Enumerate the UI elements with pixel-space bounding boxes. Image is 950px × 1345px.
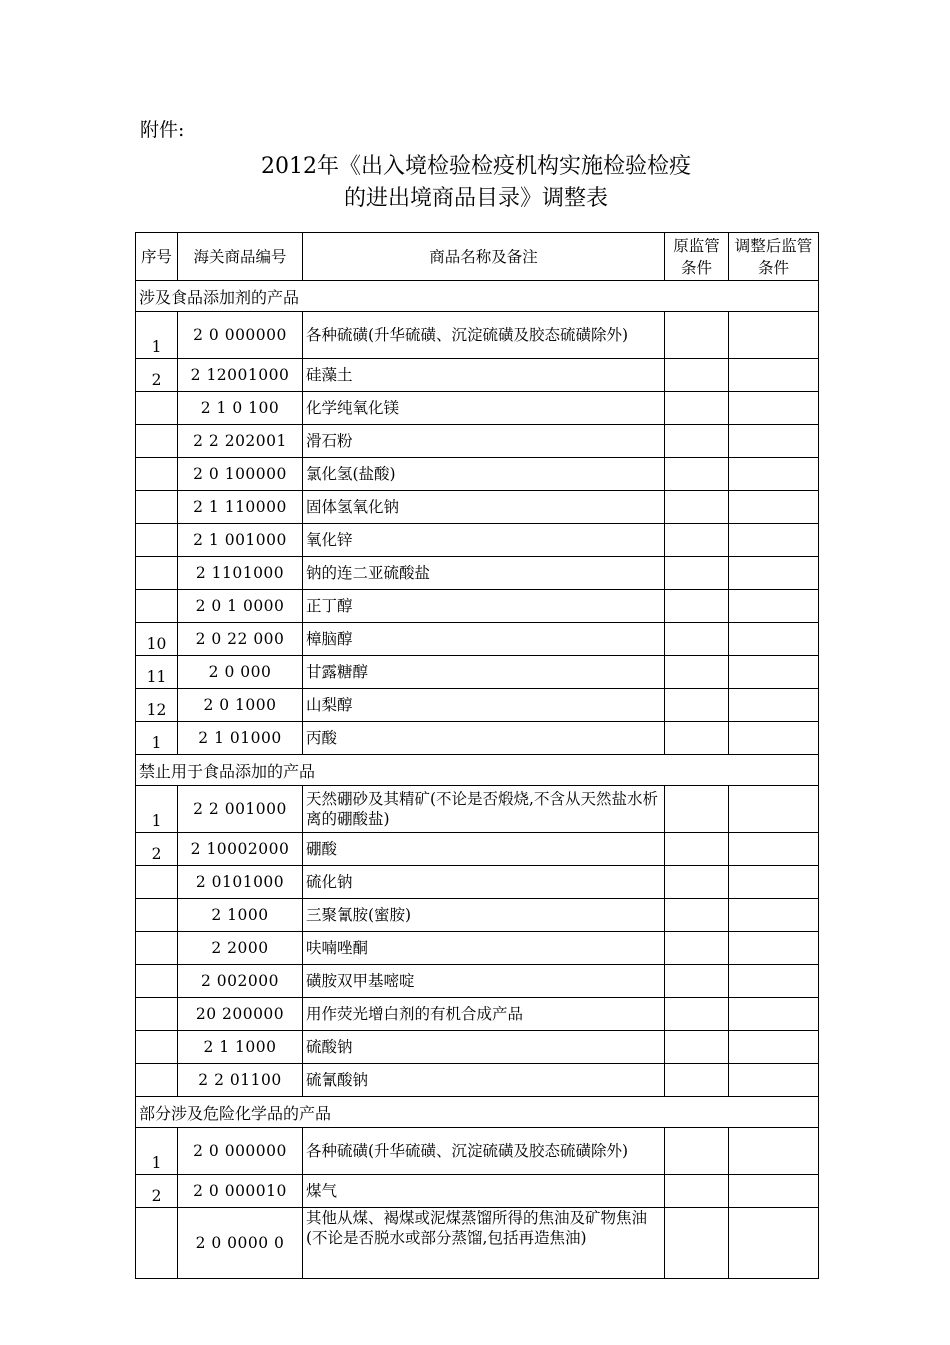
table-header-row	[136, 233, 819, 281]
original-condition-cell	[665, 590, 729, 623]
seq-cell	[136, 557, 178, 590]
table-row	[136, 932, 819, 965]
seq-cell	[136, 590, 178, 623]
name-cell: 氧化锌	[303, 524, 665, 557]
table-row	[136, 524, 819, 557]
code-cell: 2 2 001000	[178, 786, 303, 833]
name-cell: 呋喃唑酮	[303, 932, 665, 965]
table-row	[136, 312, 819, 359]
original-condition-cell	[665, 965, 729, 998]
seq-cell: 1	[136, 786, 178, 833]
code-cell: 2 1 0 100	[178, 392, 303, 425]
original-condition-cell	[665, 656, 729, 689]
original-condition-cell	[665, 425, 729, 458]
seq-cell	[136, 1031, 178, 1064]
original-condition-cell	[665, 392, 729, 425]
name-cell: 山梨醇	[303, 689, 665, 722]
seq-cell	[136, 524, 178, 557]
adjusted-condition-cell	[729, 833, 819, 866]
name-cell: 硼酸	[303, 833, 665, 866]
column-header-name: 商品名称及备注	[303, 233, 665, 281]
seq-cell	[136, 965, 178, 998]
code-cell: 2 0 1000	[178, 689, 303, 722]
table-row	[136, 1031, 819, 1064]
name-cell: 钠的连二亚硫酸盐	[303, 557, 665, 590]
adjusted-condition-cell	[729, 1031, 819, 1064]
code-cell: 2 0 1 0000	[178, 590, 303, 623]
original-condition-cell	[665, 722, 729, 755]
table-row	[136, 1064, 819, 1097]
code-cell: 2 0101000	[178, 866, 303, 899]
column-header-adjusted: 调整后监管条件	[729, 233, 819, 281]
code-cell: 2 0 22 000	[178, 623, 303, 656]
name-cell: 天然硼砂及其精矿(不论是否煅烧,不含从天然盐水析离的硼酸盐)	[303, 786, 665, 833]
adjusted-condition-cell	[729, 866, 819, 899]
name-cell: 硫氰酸钠	[303, 1064, 665, 1097]
section-row	[136, 1097, 819, 1128]
seq-cell	[136, 1208, 178, 1279]
code-cell: 2 0 0000 0	[178, 1208, 303, 1279]
seq-cell	[136, 932, 178, 965]
adjusted-condition-cell	[729, 590, 819, 623]
table-row	[136, 899, 819, 932]
seq-cell	[136, 866, 178, 899]
seq-cell: 1	[136, 722, 178, 755]
original-condition-cell	[665, 899, 729, 932]
table-row	[136, 491, 819, 524]
adjusted-condition-cell	[729, 312, 819, 359]
original-condition-cell	[665, 458, 729, 491]
adjusted-condition-cell	[729, 1208, 819, 1279]
adjusted-condition-cell	[729, 623, 819, 656]
adjusted-condition-cell	[729, 524, 819, 557]
code-cell: 20 200000	[178, 998, 303, 1031]
seq-cell: 1	[136, 1128, 178, 1175]
table-row	[136, 689, 819, 722]
seq-cell	[136, 458, 178, 491]
table-row	[136, 425, 819, 458]
table-row	[136, 722, 819, 755]
original-condition-cell	[665, 786, 729, 833]
code-cell: 2 10002000	[178, 833, 303, 866]
code-cell: 2 1 1000	[178, 1031, 303, 1064]
seq-cell: 12	[136, 689, 178, 722]
code-cell: 2 2 202001	[178, 425, 303, 458]
code-cell: 2 0 000000	[178, 312, 303, 359]
original-condition-cell	[665, 524, 729, 557]
table-row	[136, 557, 819, 590]
original-condition-cell	[665, 866, 729, 899]
table-row	[136, 1128, 819, 1175]
code-cell: 2 1101000	[178, 557, 303, 590]
table-row	[136, 590, 819, 623]
table-row	[136, 786, 819, 833]
original-condition-cell	[665, 312, 729, 359]
code-cell: 2 1 110000	[178, 491, 303, 524]
code-cell: 2 0 000	[178, 656, 303, 689]
seq-cell	[136, 425, 178, 458]
name-cell: 化学纯氧化镁	[303, 392, 665, 425]
section-title: 禁止用于食品添加的产品	[136, 755, 819, 786]
original-condition-cell	[665, 1128, 729, 1175]
adjusted-condition-cell	[729, 458, 819, 491]
name-cell: 氯化氢(盐酸)	[303, 458, 665, 491]
name-cell: 磺胺双甲基嘧啶	[303, 965, 665, 998]
document-title-line-1: 2012年《出入境检验检疫机构实施检验检疫	[261, 154, 691, 179]
adjusted-condition-cell	[729, 425, 819, 458]
original-condition-cell	[665, 998, 729, 1031]
table-row	[136, 1175, 819, 1208]
table-row	[136, 623, 819, 656]
name-cell: 各种硫磺(升华硫磺、沉淀硫磺及胶态硫磺除外)	[303, 312, 665, 359]
section-row	[136, 755, 819, 786]
original-condition-cell	[665, 1175, 729, 1208]
name-cell: 各种硫磺(升华硫磺、沉淀硫磺及胶态硫磺除外)	[303, 1128, 665, 1175]
adjusted-condition-cell	[729, 932, 819, 965]
seq-cell: 10	[136, 623, 178, 656]
name-cell: 用作荧光增白剂的有机合成产品	[303, 998, 665, 1031]
code-cell: 2 1 01000	[178, 722, 303, 755]
name-cell: 甘露糖醇	[303, 656, 665, 689]
name-cell: 三聚氰胺(蜜胺)	[303, 899, 665, 932]
code-cell: 2 1000	[178, 899, 303, 932]
adjusted-condition-cell	[729, 1064, 819, 1097]
original-condition-cell	[665, 689, 729, 722]
table-row	[136, 656, 819, 689]
name-cell: 正丁醇	[303, 590, 665, 623]
table-row	[136, 458, 819, 491]
original-condition-cell	[665, 491, 729, 524]
table-row	[136, 866, 819, 899]
adjustment-table	[135, 232, 819, 1279]
seq-cell: 2	[136, 1175, 178, 1208]
adjusted-condition-cell	[729, 1128, 819, 1175]
name-cell: 硫化钠	[303, 866, 665, 899]
section-title: 涉及食品添加剂的产品	[136, 281, 819, 312]
column-header-original: 原监管条件	[665, 233, 729, 281]
document-title-line-2: 的进出境商品目录》调整表	[343, 186, 608, 211]
name-cell: 硅藻土	[303, 359, 665, 392]
code-cell: 2 0 100000	[178, 458, 303, 491]
table-row	[136, 392, 819, 425]
name-cell: 固体氢氧化钠	[303, 491, 665, 524]
seq-cell	[136, 1064, 178, 1097]
seq-cell	[136, 392, 178, 425]
name-cell: 滑石粉	[303, 425, 665, 458]
name-cell: 其他从煤、褐煤或泥煤蒸馏所得的焦油及矿物焦油(不论是否脱水或部分蒸馏,包括再造焦油)	[303, 1208, 665, 1279]
name-cell: 煤气	[303, 1175, 665, 1208]
original-condition-cell	[665, 623, 729, 656]
table-row	[136, 965, 819, 998]
code-cell: 2 12001000	[178, 359, 303, 392]
name-cell: 丙酸	[303, 722, 665, 755]
original-condition-cell	[665, 359, 729, 392]
original-condition-cell	[665, 1031, 729, 1064]
adjusted-condition-cell	[729, 656, 819, 689]
original-condition-cell	[665, 1208, 729, 1279]
seq-cell: 11	[136, 656, 178, 689]
table-row	[136, 1208, 819, 1279]
column-header-code: 海关商品编号	[178, 233, 303, 281]
attachment-label: 附件:	[140, 119, 185, 141]
original-condition-cell	[665, 932, 729, 965]
table-row	[136, 833, 819, 866]
adjusted-condition-cell	[729, 491, 819, 524]
seq-cell	[136, 998, 178, 1031]
seq-cell	[136, 899, 178, 932]
adjusted-condition-cell	[729, 899, 819, 932]
adjusted-condition-cell	[729, 1175, 819, 1208]
name-cell: 樟脑醇	[303, 623, 665, 656]
section-title: 部分涉及危险化学品的产品	[136, 1097, 819, 1128]
seq-cell: 2	[136, 833, 178, 866]
original-condition-cell	[665, 557, 729, 590]
code-cell: 2 2000	[178, 932, 303, 965]
adjusted-condition-cell	[729, 689, 819, 722]
code-cell: 2 0 000000	[178, 1128, 303, 1175]
table-row	[136, 359, 819, 392]
section-row	[136, 281, 819, 312]
code-cell: 2 2 01100	[178, 1064, 303, 1097]
column-header-seq: 序号	[136, 233, 178, 281]
adjusted-condition-cell	[729, 965, 819, 998]
adjusted-condition-cell	[729, 359, 819, 392]
adjusted-condition-cell	[729, 998, 819, 1031]
adjusted-condition-cell	[729, 557, 819, 590]
code-cell: 2 1 001000	[178, 524, 303, 557]
table-body	[136, 281, 819, 1279]
adjusted-condition-cell	[729, 392, 819, 425]
name-cell: 硫酸钠	[303, 1031, 665, 1064]
adjusted-condition-cell	[729, 786, 819, 833]
original-condition-cell	[665, 833, 729, 866]
original-condition-cell	[665, 1064, 729, 1097]
code-cell: 2 002000	[178, 965, 303, 998]
table-row	[136, 998, 819, 1031]
code-cell: 2 0 000010	[178, 1175, 303, 1208]
seq-cell	[136, 491, 178, 524]
seq-cell: 1	[136, 312, 178, 359]
seq-cell: 2	[136, 359, 178, 392]
adjusted-condition-cell	[729, 722, 819, 755]
